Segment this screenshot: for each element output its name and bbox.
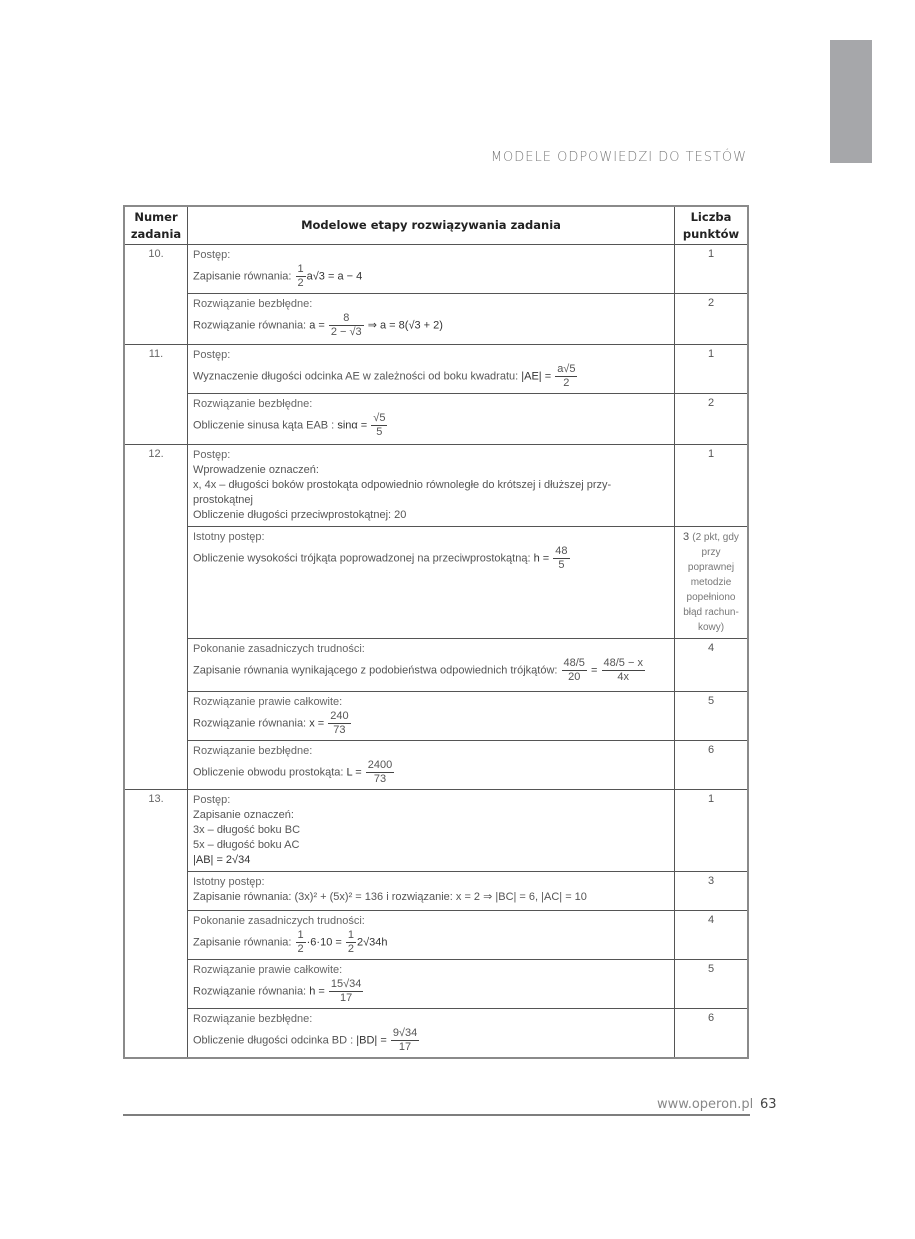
step-title: Pokonanie zasadniczych trudności: [193, 643, 365, 656]
numerator: 48 [555, 545, 568, 558]
answer-key-table [123, 205, 749, 1059]
step-line [193, 545, 669, 572]
fraction [391, 1027, 419, 1054]
points-cell: 5 [675, 960, 749, 1009]
step-line: x, 4x – długości boków prostokąta odpowiednio równoległe do krótszej i dłuższej przy-prostokątnej [193, 479, 612, 507]
numerator: 48/5 − x [603, 657, 643, 670]
numerator: 15√34 [330, 978, 362, 991]
step-title: Pokonanie zasadniczych trudności: [193, 915, 365, 928]
step-cell [188, 639, 675, 692]
points-cell: 6 [675, 1009, 749, 1059]
math-expression: |AE| = [521, 370, 552, 383]
step-text: Obliczenie obwodu prostokąta: [193, 766, 344, 779]
math-expression: |BD| = [356, 1034, 387, 1047]
denominator: 2 [347, 943, 354, 956]
math-expression: L = [346, 766, 362, 779]
step-title: Istotny postęp: [193, 531, 265, 544]
step-text: Rozwiązanie równania: [193, 717, 307, 730]
math-expression: sinα = [337, 419, 368, 432]
math-expression: ⇒ a = 8(√3 + 2) [367, 319, 443, 332]
fraction [296, 263, 306, 290]
math-expression: = [591, 664, 598, 677]
points-cell: 2 [675, 394, 749, 445]
points-cell: 1 [675, 245, 749, 294]
step-title: Rozwiązanie bezbłędne: [193, 745, 313, 758]
numerator: 9√34 [392, 1027, 418, 1040]
step-text: Obliczenie długości odcinka BD : [193, 1034, 354, 1047]
step-line [193, 657, 669, 684]
numerator: 2400 [367, 759, 393, 772]
fraction [553, 545, 569, 572]
step-cell [188, 911, 675, 960]
fraction [602, 657, 645, 684]
points-note: (2 pkt, gdy przy poprawnej metodzie popełniono błąd rachun-kowy) [683, 532, 739, 634]
math-expression: a√3 = a − 4 [306, 270, 363, 283]
denominator: 17 [398, 1041, 412, 1054]
denominator: 4x [617, 671, 630, 684]
step-line: Wprowadzenie oznaczeń: [193, 464, 319, 477]
step-line [193, 1027, 669, 1054]
step-title: Istotny postęp: [193, 876, 265, 889]
page-number: 63 [760, 1097, 777, 1112]
step-line: 3x – długość boku BC [193, 824, 301, 837]
points-cell: 6 [675, 741, 749, 790]
step-text: Zapisanie równania: [193, 936, 292, 949]
table-row [124, 790, 748, 872]
step-text: Wyznaczenie długości odcinka AE w zależności od boku kwadratu: [193, 370, 519, 383]
running-head: MODELE ODPOWIEDZI DO TESTÓW [490, 150, 747, 165]
math-expression: x = [309, 717, 325, 730]
step-title: Postęp: [193, 349, 231, 362]
step-line: Obliczenie długości przeciwprostokątnej: 20 [193, 509, 407, 522]
table-row [124, 245, 748, 294]
table-row [124, 445, 748, 527]
step-line [193, 759, 669, 786]
step-line [193, 412, 669, 439]
step-title: Rozwiązanie bezbłędne: [193, 298, 313, 311]
step-line [193, 710, 669, 737]
denominator: 20 [568, 671, 581, 684]
footer-url: www.operon.pl [657, 1097, 754, 1112]
step-text: Zapisanie równania: [193, 270, 292, 283]
table-row [124, 294, 748, 345]
step-cell [188, 527, 675, 639]
fraction [562, 657, 587, 684]
fraction [371, 412, 387, 439]
step-line [193, 978, 669, 1005]
points-cell: 5 [675, 692, 749, 741]
table-row [124, 692, 748, 741]
denominator: 2 [297, 943, 304, 956]
step-title: Rozwiązanie bezbłędne: [193, 398, 313, 411]
table-row [124, 345, 748, 394]
step-cell [188, 345, 675, 394]
step-text: Obliczenie wysokości trójkąta poprowadzonej na przeciwprostokątną: [193, 552, 531, 565]
numerator: √5 [373, 412, 386, 425]
step-cell [188, 394, 675, 445]
table-row [124, 1009, 748, 1059]
task-number: 10. [124, 245, 188, 345]
table-row [124, 741, 748, 790]
step-cell [188, 1009, 675, 1059]
step-title: Rozwiązanie bezbłędne: [193, 1013, 313, 1026]
denominator: 2 [563, 377, 570, 390]
step-line: 5x – długość boku AC [193, 839, 300, 852]
step-cell [188, 245, 675, 294]
points-cell: 4 [675, 639, 749, 692]
step-text: Obliczenie sinusa kąta EAB : [193, 419, 335, 432]
points-cell: 2 [675, 294, 749, 345]
step-line: Zapisanie oznaczeń: [193, 809, 294, 822]
step-line: Zapisanie równania: (3x)² + (5x)² = 136 i rozwiązanie: x = 2 ⇒ |BC| = 6, |AC| = 10 [193, 891, 587, 904]
numerator: 240 [330, 710, 349, 723]
fraction [329, 312, 364, 339]
step-line [193, 929, 669, 956]
numerator: 1 [297, 929, 304, 942]
fraction [555, 363, 577, 390]
points-value: 3 [683, 531, 690, 544]
numerator: 48/5 [563, 657, 585, 670]
fraction [328, 710, 350, 737]
points-cell: 1 [675, 790, 749, 872]
task-number: 13. [124, 790, 188, 1059]
denominator: 17 [339, 992, 353, 1005]
points-cell: 4 [675, 911, 749, 960]
points-cell [675, 527, 749, 639]
table-row [124, 639, 748, 692]
step-title: Postęp: [193, 449, 231, 462]
math-expression: 2√34h [357, 936, 388, 949]
step-title: Rozwiązanie prawie całkowite: [193, 964, 343, 977]
task-number: 11. [124, 345, 188, 445]
numerator: 1 [347, 929, 354, 942]
points-cell: 1 [675, 445, 749, 527]
header-task-number: Numer zadania [124, 206, 188, 245]
task-number: 12. [124, 445, 188, 790]
denominator: 73 [333, 724, 346, 737]
table-row [124, 527, 748, 639]
math-expression: a = [309, 319, 325, 332]
math-expression: ·6·10 = [306, 936, 342, 949]
step-line [193, 363, 669, 390]
numerator: 8 [329, 312, 364, 326]
fraction [346, 929, 356, 956]
chapter-tab-marker [830, 40, 872, 163]
points-cell: 1 [675, 345, 749, 394]
step-title: Postęp: [193, 794, 231, 807]
step-text: Rozwiązanie równania: [193, 319, 307, 332]
step-text: Zapisanie równania wynikającego z podobieństwa odpowiednich trójkątów: [193, 664, 558, 677]
table-header-row [124, 206, 748, 245]
table-row [124, 960, 748, 1009]
math-expression: h = [309, 985, 325, 998]
step-cell [188, 960, 675, 1009]
step-cell [188, 692, 675, 741]
table-row [124, 911, 748, 960]
header-points: Liczba punktów [675, 206, 749, 245]
table-row [124, 872, 748, 911]
step-title: Rozwiązanie prawie całkowite: [193, 696, 343, 709]
step-line [193, 312, 669, 339]
denominator: 2 [297, 277, 304, 290]
step-line: |AB| = 2√34 [193, 854, 251, 867]
step-cell [188, 741, 675, 790]
footer-divider [123, 1114, 750, 1116]
step-cell [188, 294, 675, 345]
math-expression: h = [533, 552, 550, 565]
numerator: a√5 [557, 363, 576, 376]
fraction [296, 929, 306, 956]
table-row [124, 394, 748, 445]
denominator: 73 [373, 773, 387, 786]
step-title: Postęp: [193, 249, 231, 262]
fraction [329, 978, 364, 1005]
header-steps: Modelowe etapy rozwiązywania zadania [188, 206, 675, 245]
fraction [366, 759, 394, 786]
points-cell: 3 [675, 872, 749, 911]
step-text: Rozwiązanie równania: [193, 985, 307, 998]
step-cell [188, 790, 675, 872]
numerator: 1 [297, 263, 304, 276]
denominator: 5 [376, 426, 383, 439]
denominator: 2 − √3 [330, 326, 362, 339]
step-line [193, 263, 669, 290]
step-cell [188, 445, 675, 527]
denominator: 5 [558, 559, 565, 572]
step-cell [188, 872, 675, 911]
